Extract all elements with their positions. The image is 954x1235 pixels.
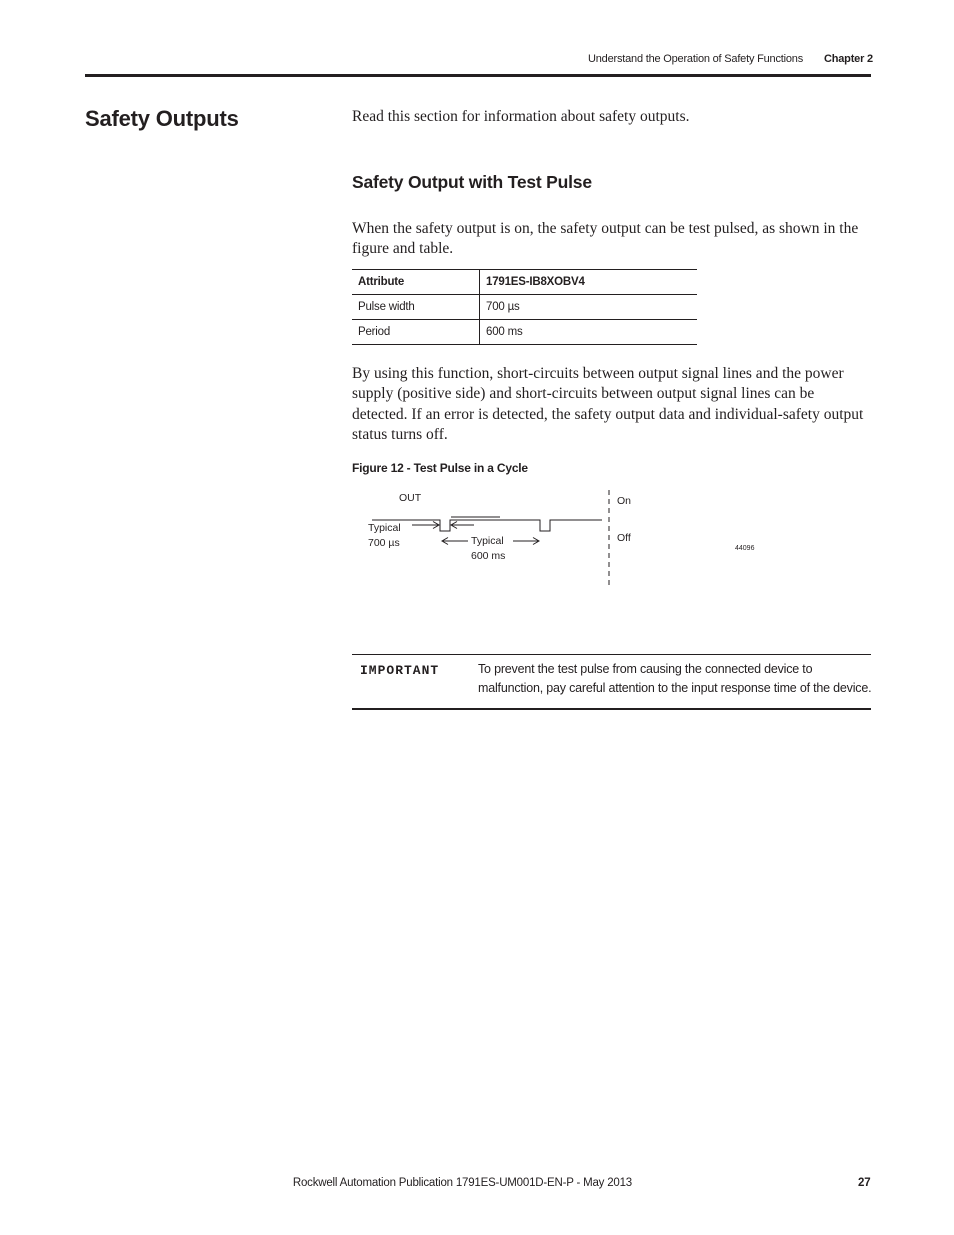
- on-label: On: [617, 495, 632, 507]
- pulse-width-label-line2: 700 µs: [368, 537, 400, 549]
- subsection-title: Safety Output with Test Pulse: [352, 172, 592, 192]
- page-number: 27: [858, 1177, 871, 1189]
- running-header: Understand the Operation of Safety Functions: [588, 53, 803, 65]
- section-intro: Read this section for information about safety outputs.: [352, 108, 690, 125]
- important-text: To prevent the test pulse from causing the connected device to malfunction, pay careful attention to the input response time of the device.: [478, 662, 872, 695]
- header-rule: [85, 74, 871, 77]
- pulse-width-label-line1: Typical: [368, 522, 401, 534]
- table-cell: 700 µs: [480, 295, 698, 320]
- table-header-cell: Attribute: [352, 270, 480, 295]
- table-row: [352, 295, 697, 320]
- table-row: [352, 320, 697, 345]
- chapter-label: Chapter 2: [824, 53, 873, 65]
- table-cell: Pulse width: [352, 295, 480, 320]
- out-label: OUT: [399, 492, 422, 504]
- footer-publication: Rockwell Automation Publication 1791ES-UM001D-EN-P - May 2013: [292, 1177, 632, 1189]
- table-cell: Period: [352, 320, 480, 345]
- period-label-line2: 600 ms: [471, 550, 506, 562]
- test-pulse-diagram: [352, 480, 772, 595]
- table-header-cell: 1791ES-IB8XOBV4: [480, 270, 698, 295]
- table-cell: 600 ms: [480, 320, 698, 345]
- period-label-line1: Typical: [471, 535, 504, 547]
- figure-id: 44096: [735, 545, 755, 552]
- paragraph-2: By using this function, short-circuits between output signal lines and the power supply (positive side) and short-circuits between output signal lines can be detected. If an error is detected, the safety output data and individual-safety output status turns off.: [352, 365, 864, 443]
- output-waveform: [372, 520, 602, 531]
- paragraph-1: When the safety output is on, the safety output can be test pulsed, as shown in the figure and table.: [352, 220, 859, 257]
- section-title: Safety Outputs: [85, 106, 239, 131]
- table-header-row: [352, 270, 697, 295]
- attribute-table: [352, 269, 697, 345]
- important-label: IMPORTANT: [360, 663, 440, 678]
- figure-caption: Figure 12 - Test Pulse in a Cycle: [352, 461, 528, 475]
- off-label: Off: [617, 532, 631, 544]
